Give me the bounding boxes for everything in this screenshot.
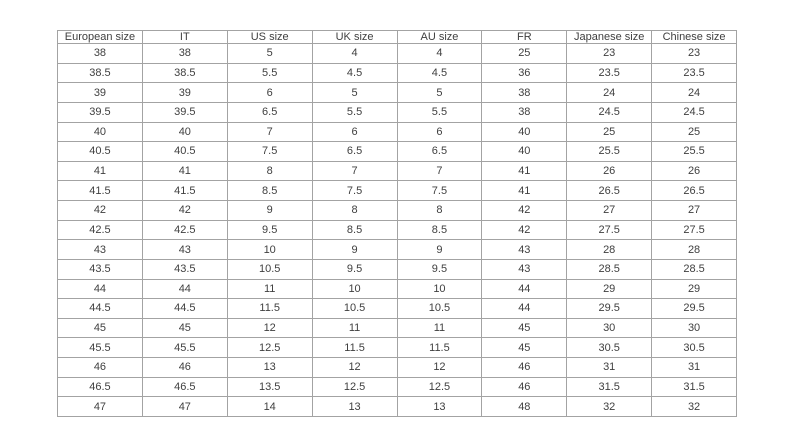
table-cell: 9 — [227, 201, 312, 221]
table-row — [58, 377, 737, 397]
column-header-european-size: European size — [58, 31, 143, 44]
table-cell: 38 — [482, 102, 567, 122]
table-cell: 36 — [482, 63, 567, 83]
column-header-uk-size: UK size — [312, 31, 397, 44]
column-header-it: IT — [142, 31, 227, 44]
table-cell: 5.5 — [227, 63, 312, 83]
table-cell: 23 — [567, 44, 652, 64]
table-cell: 38.5 — [58, 63, 143, 83]
table-cell: 10.5 — [227, 259, 312, 279]
shoe-size-conversion-section — [57, 30, 737, 417]
table-cell: 25 — [482, 44, 567, 64]
table-cell: 29.5 — [652, 299, 737, 319]
table-row — [58, 299, 737, 319]
table-row — [58, 122, 737, 142]
table-row — [58, 181, 737, 201]
table-cell: 46 — [482, 377, 567, 397]
table-cell: 30 — [567, 318, 652, 338]
table-cell: 38 — [142, 44, 227, 64]
table-row — [58, 83, 737, 103]
table-row — [58, 358, 737, 378]
table-cell: 44 — [482, 299, 567, 319]
table-cell: 25 — [652, 122, 737, 142]
column-header-japanese-size: Japanese size — [567, 31, 652, 44]
table-cell: 31 — [567, 358, 652, 378]
table-cell: 5 — [227, 44, 312, 64]
table-cell: 10.5 — [397, 299, 482, 319]
table-header — [58, 31, 737, 44]
table-row — [58, 102, 737, 122]
table-cell: 25 — [567, 122, 652, 142]
table-cell: 39 — [142, 83, 227, 103]
table-cell: 10 — [312, 279, 397, 299]
table-cell: 24.5 — [567, 102, 652, 122]
table-cell: 43 — [482, 240, 567, 260]
table-cell: 24 — [567, 83, 652, 103]
table-cell: 45.5 — [58, 338, 143, 358]
table-cell: 5.5 — [312, 102, 397, 122]
table-cell: 42 — [142, 201, 227, 221]
table-cell: 23.5 — [652, 63, 737, 83]
table-cell: 38.5 — [142, 63, 227, 83]
table-cell: 26 — [652, 161, 737, 181]
table-cell: 4 — [397, 44, 482, 64]
table-cell: 5 — [312, 83, 397, 103]
table-cell: 24.5 — [652, 102, 737, 122]
table-cell: 31.5 — [652, 377, 737, 397]
table-cell: 43 — [482, 259, 567, 279]
table-cell: 46.5 — [142, 377, 227, 397]
table-cell: 39 — [58, 83, 143, 103]
table-row — [58, 240, 737, 260]
table-cell: 26.5 — [567, 181, 652, 201]
table-cell: 9.5 — [227, 220, 312, 240]
table-cell: 11 — [397, 318, 482, 338]
table-cell: 24 — [652, 83, 737, 103]
table-cell: 8 — [312, 201, 397, 221]
table-body — [58, 44, 737, 417]
table-cell: 8 — [227, 161, 312, 181]
table-cell: 8.5 — [227, 181, 312, 201]
column-header-chinese-size: Chinese size — [652, 31, 737, 44]
table-cell: 11.5 — [312, 338, 397, 358]
table-cell: 41 — [482, 181, 567, 201]
table-cell: 5 — [397, 83, 482, 103]
table-cell: 44.5 — [142, 299, 227, 319]
table-cell: 8.5 — [312, 220, 397, 240]
table-cell: 28.5 — [652, 259, 737, 279]
table-cell: 29.5 — [567, 299, 652, 319]
table-cell: 44 — [142, 279, 227, 299]
table-cell: 30 — [652, 318, 737, 338]
table-row — [58, 397, 737, 417]
table-cell: 32 — [567, 397, 652, 417]
table-row — [58, 44, 737, 64]
table-cell: 45 — [142, 318, 227, 338]
table-cell: 7 — [227, 122, 312, 142]
table-cell: 7.5 — [397, 181, 482, 201]
table-cell: 27.5 — [567, 220, 652, 240]
table-cell: 46.5 — [58, 377, 143, 397]
table-cell: 6 — [312, 122, 397, 142]
table-cell: 45.5 — [142, 338, 227, 358]
table-cell: 40 — [142, 122, 227, 142]
table-cell: 45 — [58, 318, 143, 338]
table-row — [58, 338, 737, 358]
table-cell: 40 — [482, 142, 567, 162]
table-cell: 38 — [58, 44, 143, 64]
column-header-fr: FR — [482, 31, 567, 44]
table-cell: 25.5 — [652, 142, 737, 162]
table-cell: 39.5 — [58, 102, 143, 122]
table-cell: 11.5 — [227, 299, 312, 319]
column-header-au-size: AU size — [397, 31, 482, 44]
table-cell: 48 — [482, 397, 567, 417]
table-cell: 6.5 — [312, 142, 397, 162]
table-cell: 44 — [482, 279, 567, 299]
table-cell: 40 — [482, 122, 567, 142]
table-cell: 39.5 — [142, 102, 227, 122]
table-cell: 45 — [482, 318, 567, 338]
table-cell: 28 — [567, 240, 652, 260]
table-cell: 27 — [652, 201, 737, 221]
table-cell: 10 — [227, 240, 312, 260]
table-cell: 26 — [567, 161, 652, 181]
table-cell: 9 — [312, 240, 397, 260]
table-cell: 46 — [58, 358, 143, 378]
table-cell: 10.5 — [312, 299, 397, 319]
table-row — [58, 142, 737, 162]
table-cell: 46 — [482, 358, 567, 378]
table-cell: 4 — [312, 44, 397, 64]
table-cell: 44.5 — [58, 299, 143, 319]
table-cell: 42.5 — [142, 220, 227, 240]
table-cell: 43.5 — [58, 259, 143, 279]
table-cell: 25.5 — [567, 142, 652, 162]
table-cell: 45 — [482, 338, 567, 358]
table-cell: 42 — [482, 220, 567, 240]
table-cell: 40.5 — [58, 142, 143, 162]
table-cell: 46 — [142, 358, 227, 378]
table-cell: 8.5 — [397, 220, 482, 240]
table-cell: 12 — [227, 318, 312, 338]
table-cell: 5.5 — [397, 102, 482, 122]
table-cell: 14 — [227, 397, 312, 417]
table-cell: 31.5 — [567, 377, 652, 397]
table-cell: 13 — [397, 397, 482, 417]
table-cell: 47 — [58, 397, 143, 417]
table-cell: 40.5 — [142, 142, 227, 162]
table-cell: 6.5 — [227, 102, 312, 122]
table-cell: 12.5 — [397, 377, 482, 397]
table-cell: 7.5 — [312, 181, 397, 201]
table-cell: 13.5 — [227, 377, 312, 397]
table-cell: 7 — [397, 161, 482, 181]
table-cell: 30.5 — [567, 338, 652, 358]
table-cell: 31 — [652, 358, 737, 378]
table-cell: 23.5 — [567, 63, 652, 83]
table-cell: 6 — [227, 83, 312, 103]
table-cell: 41.5 — [58, 181, 143, 201]
table-cell: 23 — [652, 44, 737, 64]
table-cell: 29 — [567, 279, 652, 299]
table-cell: 42.5 — [58, 220, 143, 240]
header-row — [58, 31, 737, 44]
table-cell: 12.5 — [227, 338, 312, 358]
table-cell: 30.5 — [652, 338, 737, 358]
table-row — [58, 279, 737, 299]
table-cell: 28.5 — [567, 259, 652, 279]
table-cell: 41 — [142, 161, 227, 181]
table-cell: 4.5 — [397, 63, 482, 83]
table-row — [58, 318, 737, 338]
table-cell: 27 — [567, 201, 652, 221]
table-cell: 11 — [312, 318, 397, 338]
table-row — [58, 220, 737, 240]
table-cell: 43 — [142, 240, 227, 260]
table-cell: 43.5 — [142, 259, 227, 279]
table-cell: 40 — [58, 122, 143, 142]
table-cell: 7.5 — [227, 142, 312, 162]
table-cell: 41.5 — [142, 181, 227, 201]
table-cell: 26.5 — [652, 181, 737, 201]
table-cell: 8 — [397, 201, 482, 221]
shoe-size-conversion-table — [57, 30, 737, 417]
table-row — [58, 201, 737, 221]
table-cell: 9.5 — [397, 259, 482, 279]
table-row — [58, 161, 737, 181]
table-cell: 6 — [397, 122, 482, 142]
table-cell: 27.5 — [652, 220, 737, 240]
table-cell: 12 — [397, 358, 482, 378]
table-cell: 41 — [482, 161, 567, 181]
table-cell: 7 — [312, 161, 397, 181]
table-cell: 28 — [652, 240, 737, 260]
table-cell: 11.5 — [397, 338, 482, 358]
table-cell: 42 — [482, 201, 567, 221]
table-cell: 9.5 — [312, 259, 397, 279]
table-cell: 41 — [58, 161, 143, 181]
table-cell: 29 — [652, 279, 737, 299]
table-cell: 47 — [142, 397, 227, 417]
table-cell: 12.5 — [312, 377, 397, 397]
table-cell: 13 — [227, 358, 312, 378]
table-cell: 6.5 — [397, 142, 482, 162]
table-row — [58, 259, 737, 279]
table-cell: 9 — [397, 240, 482, 260]
table-cell: 11 — [227, 279, 312, 299]
table-cell: 44 — [58, 279, 143, 299]
table-cell: 38 — [482, 83, 567, 103]
table-cell: 43 — [58, 240, 143, 260]
table-cell: 13 — [312, 397, 397, 417]
column-header-us-size: US size — [227, 31, 312, 44]
table-cell: 12 — [312, 358, 397, 378]
table-cell: 4.5 — [312, 63, 397, 83]
table-cell: 42 — [58, 201, 143, 221]
table-cell: 32 — [652, 397, 737, 417]
table-row — [58, 63, 737, 83]
table-cell: 10 — [397, 279, 482, 299]
